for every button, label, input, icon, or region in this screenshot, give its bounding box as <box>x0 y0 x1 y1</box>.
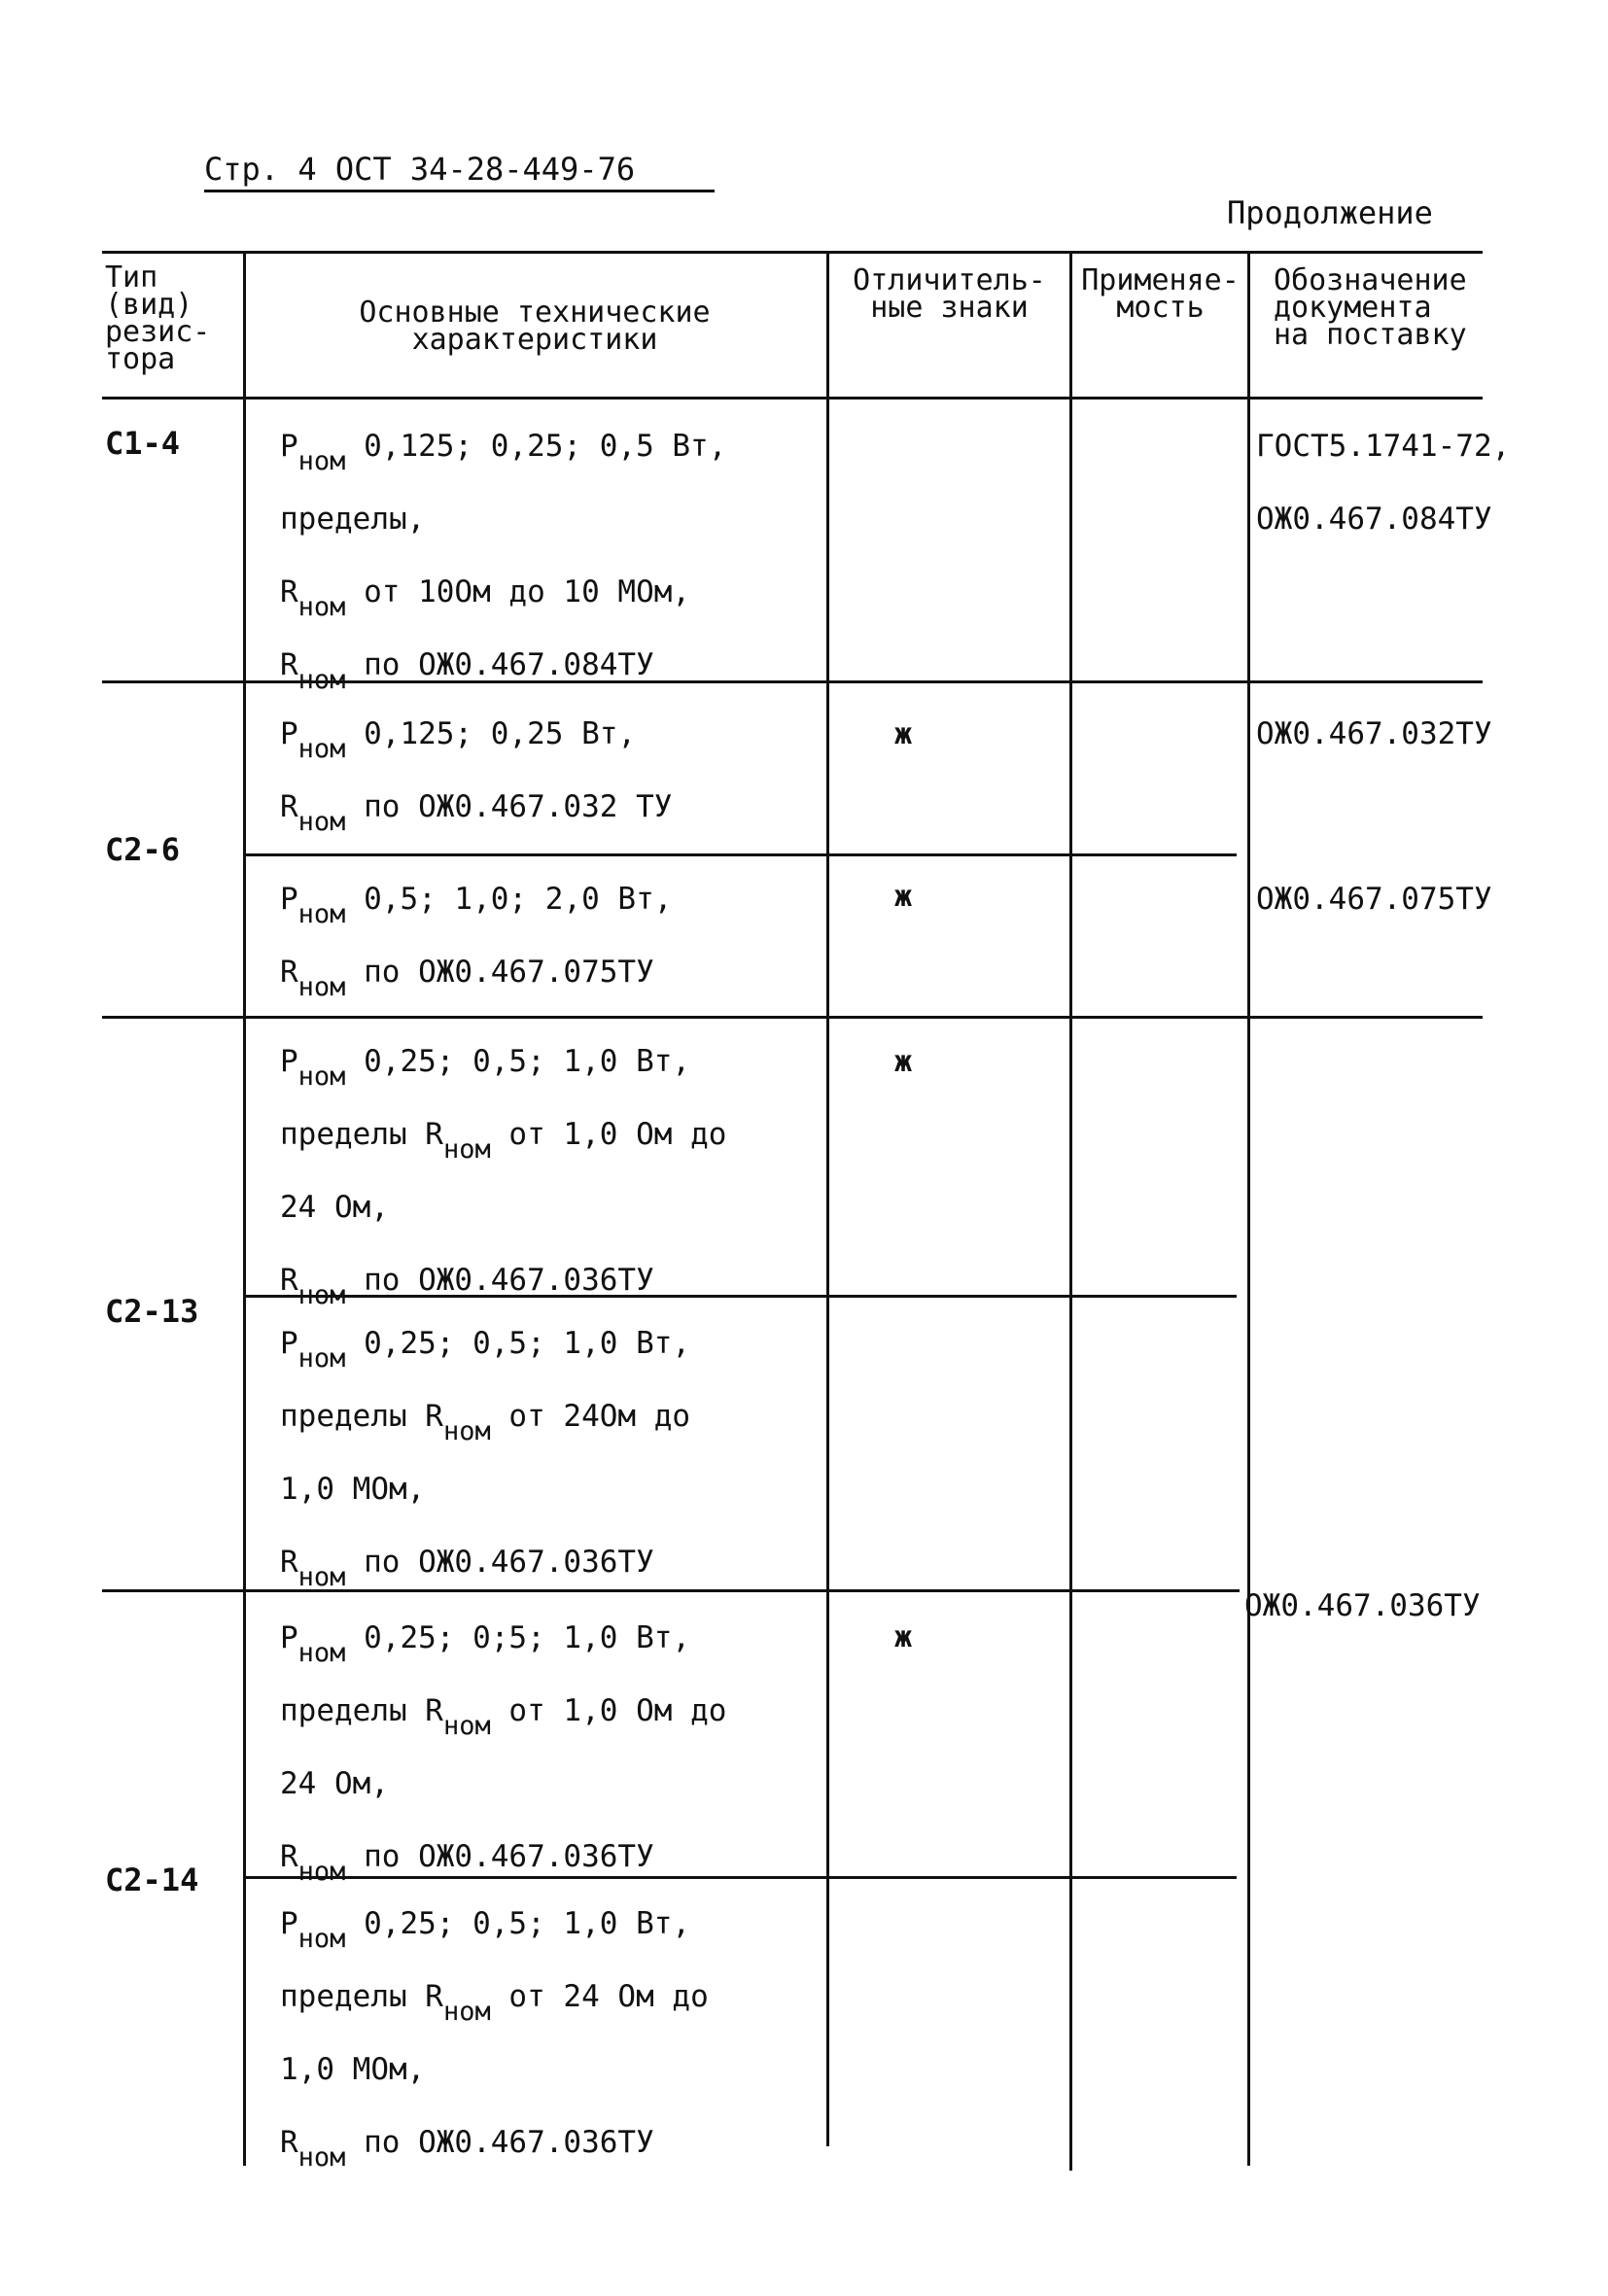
characteristics-cell: Pном 0,25; 0,5; 1,0 Вт, пределы Rном от 24Ом до 1,0 МОм, Rном по ОЖ0.467.036ТУ <box>280 1326 691 1592</box>
type-label: С2-13 <box>105 1293 199 1330</box>
characteristics-cell: Pном 0,125; 0,25; 0,5 Вт, пределы, Rном от 10Ом до 10 МОм, Rном по ОЖ0.467.084ТУ <box>280 429 727 695</box>
supply-document: ОЖ0.467.036ТУ <box>1244 1588 1481 1623</box>
col-header-type: Тип (вид) резис- тора <box>105 261 211 376</box>
col-header-applicability: Применяе- мость <box>1081 263 1240 325</box>
characteristics-cell: Pном 0,25; 0,5; 1,0 Вт, пределы Rном от 1,0 Ом до 24 Ом, Rном по ОЖ0.467.036ТУ <box>280 1044 727 1310</box>
characteristics-cell: Pном 0,25; 0;5; 1,0 Вт, пределы Rном от 1,0 Ом до 24 Ом, Rном по ОЖ0.467.036ТУ <box>280 1620 727 1887</box>
type-label: С2-14 <box>105 1861 199 1898</box>
distinguishing-mark: ж <box>894 717 909 751</box>
supply-document: ОЖ0.467.075ТУ <box>1256 882 1492 917</box>
continuation-label: Продолжение <box>1227 194 1433 231</box>
type-label: С2-6 <box>105 831 181 868</box>
distinguishing-mark: ж <box>894 1620 909 1654</box>
characteristics-cell: Pном 0,5; 1,0; 2,0 Вт, Rном по ОЖ0.467.075ТУ <box>280 882 673 1002</box>
col-header-characteristics: Основные технические характеристики <box>359 296 711 357</box>
header-underline <box>204 190 715 192</box>
col-header-marks: Отличитель- ные знаки <box>853 263 1046 325</box>
type-label: С1-4 <box>105 425 181 462</box>
page-reference: Стр. 4 ОСТ 34-28-449-76 <box>204 151 636 188</box>
characteristics-cell: Pном 0,125; 0,25 Вт, Rном по ОЖ0.467.032 ТУ <box>280 716 673 837</box>
distinguishing-mark: ж <box>894 1045 909 1079</box>
characteristics-cell: Pном 0,25; 0,5; 1,0 Вт, пределы Rном от 24 Ом до 1,0 МОм, Rном по ОЖ0.467.036ТУ <box>280 1906 709 2173</box>
supply-document: ОЖ0.467.032ТУ <box>1256 716 1492 751</box>
col-header-document: Обозначение документа на поставку <box>1274 263 1467 352</box>
distinguishing-mark: ж <box>894 880 909 914</box>
supply-document: ГОСТ5.1741-72, ОЖ0.467.084ТУ <box>1256 429 1511 537</box>
